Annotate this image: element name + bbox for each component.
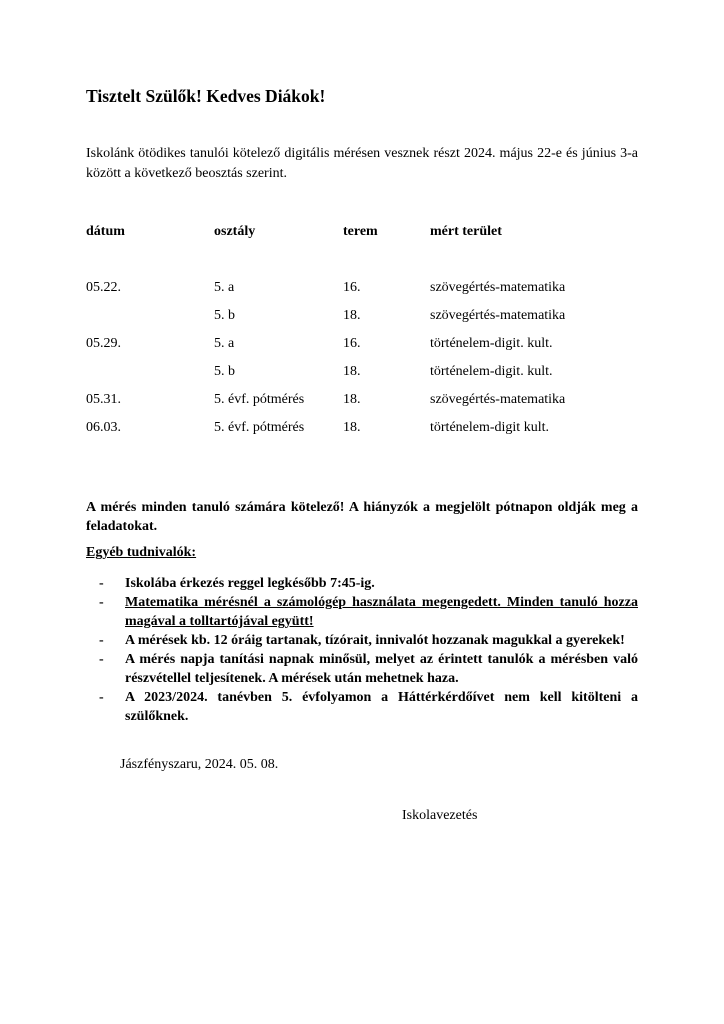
table-cell: 16.: [343, 336, 361, 351]
table-cell: 05.22.: [86, 280, 121, 295]
table-cell: 18.: [343, 364, 361, 379]
table-cell: 16.: [343, 280, 361, 295]
bullet-text: A mérések kb. 12 óráig tartanak, tízórait, innivalót hozzanak magukkal a gyerekek!: [125, 633, 625, 648]
table-row: [86, 358, 638, 386]
bullet-dash: -: [99, 690, 104, 705]
signature: Iskolavezetés: [402, 808, 478, 823]
bullet-text: A mérés napja tanítási napnak minősül, melyet az érintett tanulók a mérésben való részvétellel teljesítenek. A mérések után mehetnek haza.: [125, 652, 638, 686]
table-cell: 5. évf. pótmérés: [214, 420, 305, 435]
column-header: dátum: [86, 224, 125, 239]
table-cell: szövegértés-matematika: [430, 392, 566, 407]
list-item: [86, 688, 638, 726]
schedule-header-row: [86, 218, 638, 246]
table-cell: 18.: [343, 420, 361, 435]
column-header: osztály: [214, 224, 256, 239]
column-header: mért terület: [430, 224, 502, 239]
bullet-text: Matematika mérésnél a számológép használata megengedett. Minden tanuló hozza magával a tolltartójával együtt!: [125, 595, 638, 629]
table-cell: történelem-digit kult.: [430, 420, 549, 435]
table-cell: 05.31.: [86, 392, 121, 407]
other-info-heading: Egyéb tudnivalók:: [86, 545, 197, 560]
table-cell: [86, 302, 214, 330]
table-row: [86, 302, 638, 330]
date-line: Jászfényszaru, 2024. 05. 08.: [120, 757, 279, 772]
table-cell: 5. b: [214, 308, 235, 323]
table-cell: történelem-digit. kult.: [430, 336, 553, 351]
table-cell: 5. b: [214, 364, 235, 379]
bullet-text: A 2023/2024. tanévben 5. évfolyamon a Háttérkérdőívet nem kell kitölteni a szülőknek.: [125, 690, 638, 724]
table-cell: szövegértés-matematika: [430, 308, 566, 323]
table-cell: [86, 358, 214, 386]
mandatory-note: A mérés minden tanuló számára kötelező! A hiányzók a megjelölt pótnapon oldják meg a feladatokat.: [86, 500, 638, 534]
table-cell: 05.29.: [86, 336, 121, 351]
table-row: [86, 330, 638, 358]
table-cell: szövegértés-matematika: [430, 280, 566, 295]
other-info-list: [86, 574, 638, 726]
bullet-text: Iskolába érkezés reggel legkésőbb 7:45-ig.: [125, 576, 375, 591]
table-row: [86, 414, 638, 442]
bullet-dash: -: [99, 633, 104, 648]
bullet-dash: -: [99, 652, 104, 667]
page-title: Tisztelt Szülők! Kedves Diákok!: [86, 86, 326, 106]
table-cell: 5. évf. pótmérés: [214, 392, 305, 407]
list-item: [86, 631, 638, 650]
table-row: [86, 386, 638, 414]
spacer-row: [86, 246, 638, 274]
table-cell: 5. a: [214, 336, 235, 351]
table-cell: 18.: [343, 392, 361, 407]
spacer-cell: [86, 246, 638, 274]
table-cell: 18.: [343, 308, 361, 323]
list-item: [86, 593, 638, 631]
column-header: terem: [343, 224, 378, 239]
schedule-table: [86, 218, 638, 442]
bullet-dash: -: [99, 595, 104, 610]
bullet-dash: -: [99, 576, 104, 591]
table-cell: 06.03.: [86, 420, 121, 435]
table-cell: 5. a: [214, 280, 235, 295]
table-row: [86, 274, 638, 302]
intro-paragraph: Iskolánk ötödikes tanulói kötelező digitális mérésen vesznek részt 2024. május 22-e és június 3-a között a következő beosztás szerint.: [86, 146, 638, 181]
schedule-table-body: [86, 246, 638, 442]
list-item: [86, 650, 638, 688]
table-cell: történelem-digit. kult.: [430, 364, 553, 379]
schedule-table-head: [86, 218, 638, 246]
list-item: [86, 574, 638, 593]
